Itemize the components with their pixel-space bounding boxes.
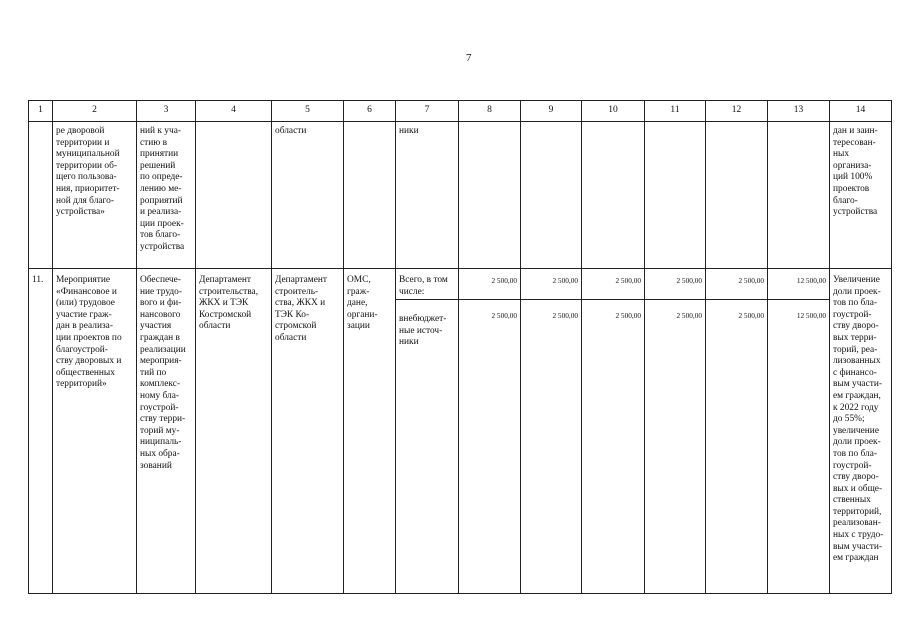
cont-col10 [582, 122, 645, 269]
text-line: ных с трудо- [833, 530, 884, 541]
text-line: «Финансовое и [56, 286, 117, 297]
program-table [28, 100, 892, 594]
text-line: мероприя- [140, 356, 182, 367]
text-line: ре дворовой [56, 126, 105, 136]
text-line: Обеспече- [140, 275, 181, 285]
cont-col13 [768, 122, 830, 269]
text-line: ТЭК Ко- [275, 309, 310, 320]
value-offbudget: 12 500,00 [796, 311, 826, 320]
text-line: ных организа- [833, 149, 872, 171]
text-line: благоустрой- [56, 344, 108, 355]
text-line: вого и фи- [140, 298, 182, 309]
text-line: ния, приоритет- [56, 183, 120, 194]
funding-offbudget-label [399, 314, 455, 349]
text-line: нансового [140, 309, 181, 320]
text-line: дане, [347, 298, 368, 309]
text-line: стию в [140, 137, 168, 148]
value-col10 [582, 269, 645, 594]
text-line: вым участи- [833, 541, 882, 552]
cont-col12 [706, 122, 768, 269]
split-divider [768, 299, 830, 335]
text-line: территорий» [56, 379, 107, 390]
text-line: вым участи- [833, 379, 882, 390]
header-cell: 2 [53, 101, 137, 122]
text-line: общественных [56, 367, 115, 378]
text-line: по опреде- [140, 172, 183, 183]
text-line: Мероприятие [56, 275, 111, 285]
text-line: строитель- [275, 286, 319, 297]
text-line: до 55%; [833, 414, 865, 425]
text-line: устройства [833, 207, 878, 218]
text-line: дан и заин- [833, 126, 878, 136]
header-cell: 3 [137, 101, 196, 122]
text-line: ние трудо- [140, 286, 182, 297]
cont-col7: ники [396, 122, 459, 269]
value-offbudget: 2 500,00 [491, 311, 517, 320]
text-line: тересован- [833, 137, 876, 148]
text-line: доли проек- [833, 437, 881, 448]
participants [344, 269, 396, 594]
value-col8 [459, 269, 521, 594]
text-line: ниципаль- [140, 437, 182, 448]
header-cell: 5 [272, 101, 344, 122]
text-line: ной для благо- [56, 195, 114, 206]
text-line: с финансо- [833, 367, 877, 378]
funding-total-label [399, 275, 455, 298]
measure-content [137, 269, 196, 594]
text-line: стромской [275, 321, 317, 332]
text-line: лизованных [833, 356, 881, 367]
text-line: реализации [140, 344, 186, 355]
text-line: гоустрой- [833, 460, 872, 471]
text-line: участие граж- [56, 309, 112, 320]
text-line: зований [140, 460, 172, 471]
split-divider [706, 299, 768, 335]
page-number: 7 [466, 52, 472, 64]
text-line: ции проектов по [56, 332, 122, 343]
row-number: 11. [29, 269, 53, 594]
header-cell: 14 [830, 101, 892, 122]
text-line: Костромской [199, 309, 252, 320]
text-line: комплекс- [140, 379, 180, 390]
expected-result [830, 269, 892, 594]
text-line: вых терри- [833, 332, 877, 343]
text-line: Департамент [199, 275, 251, 285]
header-cell: 6 [344, 101, 396, 122]
text-line: области [199, 321, 231, 332]
text-line: ные источ- [399, 325, 443, 336]
value-col9 [521, 269, 582, 594]
text-line: ций 100% [833, 172, 873, 183]
text-line: устройства» [56, 207, 105, 218]
text-line: ОМС, [347, 275, 371, 285]
funding-source [396, 269, 459, 594]
text-line: числе: [399, 286, 425, 297]
text-line: ных обра- [140, 448, 180, 459]
text-line: вых и обще- [833, 483, 883, 494]
header-cell: 13 [768, 101, 830, 122]
value-offbudget: 2 500,00 [738, 311, 764, 320]
text-line: торий му- [140, 425, 180, 436]
text-line: ем граждан [833, 553, 879, 564]
text-line: ственных [833, 495, 871, 506]
text-line: дан в реализа- [56, 321, 113, 332]
value-col12 [706, 269, 768, 594]
text-line: Департамент [275, 275, 327, 285]
value-offbudget: 2 500,00 [615, 311, 641, 320]
header-cell: 7 [396, 101, 459, 122]
coordinator [272, 269, 344, 594]
header-cell: 12 [706, 101, 768, 122]
value-total: 2 500,00 [615, 276, 641, 285]
text-line: тов по бла- [833, 298, 877, 309]
split-divider [459, 299, 521, 335]
text-line: тов благо- [140, 230, 181, 241]
value-total: 2 500,00 [491, 276, 517, 285]
header-row [29, 101, 892, 122]
text-line: ству дворо- [833, 472, 879, 483]
text-line: роприятий [140, 195, 183, 206]
cont-col8 [459, 122, 521, 269]
text-line: щего пользова- [56, 172, 117, 183]
cont-col1 [29, 122, 53, 269]
text-line: ству дворовых и [56, 356, 122, 367]
text-line: Увеличение [833, 275, 880, 285]
header-cell: 8 [459, 101, 521, 122]
text-line: ем граждан, [833, 390, 881, 401]
split-divider [396, 299, 459, 300]
text-line: к 2022 году [833, 402, 879, 413]
cont-col6 [344, 122, 396, 269]
continuation-row [29, 122, 892, 269]
text-line: гоустрой- [140, 402, 179, 413]
text-line: доли проек- [833, 286, 881, 297]
text-line: проектов [833, 183, 870, 194]
text-line: органи- [347, 309, 378, 320]
text-line: строительства, [199, 286, 259, 297]
measure-name [53, 269, 137, 594]
text-line: тий по [140, 367, 167, 378]
header-cell: 10 [582, 101, 645, 122]
text-line: гоустрой- [833, 309, 872, 320]
text-line: участия [140, 321, 172, 332]
text-line: территории и [56, 137, 110, 148]
text-line: территории об- [56, 160, 117, 171]
text-line: внебюджет- [399, 314, 447, 325]
text-line: тов по бла- [833, 448, 877, 459]
cont-col14 [830, 122, 892, 269]
value-total: 2 500,00 [738, 276, 764, 285]
value-col13 [768, 269, 830, 594]
text-line: граждан в [140, 332, 180, 343]
cont-col2 [53, 122, 137, 269]
cont-col11 [645, 122, 706, 269]
executor [196, 269, 272, 594]
text-line: увеличение [833, 425, 879, 436]
text-line: ции проек- [140, 218, 184, 229]
text-line: реализован- [833, 518, 881, 529]
text-line: лению ме- [140, 183, 182, 194]
split-divider [582, 299, 645, 335]
text-line: территорий, [833, 506, 882, 517]
text-line: ству терри- [140, 414, 186, 425]
text-line: торий, реа- [833, 344, 878, 355]
value-total: 2 500,00 [676, 276, 702, 285]
value-offbudget: 2 500,00 [676, 311, 702, 320]
text-line: Всего, в том [399, 275, 448, 285]
text-line: области [275, 332, 307, 343]
text-line: ному бла- [140, 390, 179, 401]
value-col11 [645, 269, 706, 594]
cont-col3 [137, 122, 196, 269]
row-11 [29, 269, 892, 594]
text-line: ства, ЖКХ и [275, 298, 326, 309]
header-cell: 11 [645, 101, 706, 122]
split-divider [521, 299, 582, 335]
text-line: муниципальной [56, 149, 120, 160]
text-line: граж- [347, 286, 370, 297]
cont-col9 [521, 122, 582, 269]
split-divider [645, 299, 706, 335]
text-line: благо- [833, 195, 858, 206]
text-line: ники [399, 337, 419, 348]
value-total: 2 500,00 [552, 276, 578, 285]
cont-col5: области [272, 122, 344, 269]
text-line: (или) трудовое [56, 298, 115, 309]
text-line: принятии [140, 149, 179, 160]
header-cell: 4 [196, 101, 272, 122]
text-line: решений [140, 160, 176, 171]
value-total: 12 500,00 [796, 276, 826, 285]
value-offbudget: 2 500,00 [552, 311, 578, 320]
cont-col4 [196, 122, 272, 269]
text-line: устройства [140, 241, 185, 252]
header-cell: 9 [521, 101, 582, 122]
text-line: ЖКХ и ТЭК [199, 298, 249, 309]
text-line: и реализа- [140, 207, 182, 218]
text-line: зации [347, 321, 370, 332]
text-line: ству дворо- [833, 321, 879, 332]
text-line: ний к уча- [140, 126, 181, 136]
header-cell: 1 [29, 101, 53, 122]
